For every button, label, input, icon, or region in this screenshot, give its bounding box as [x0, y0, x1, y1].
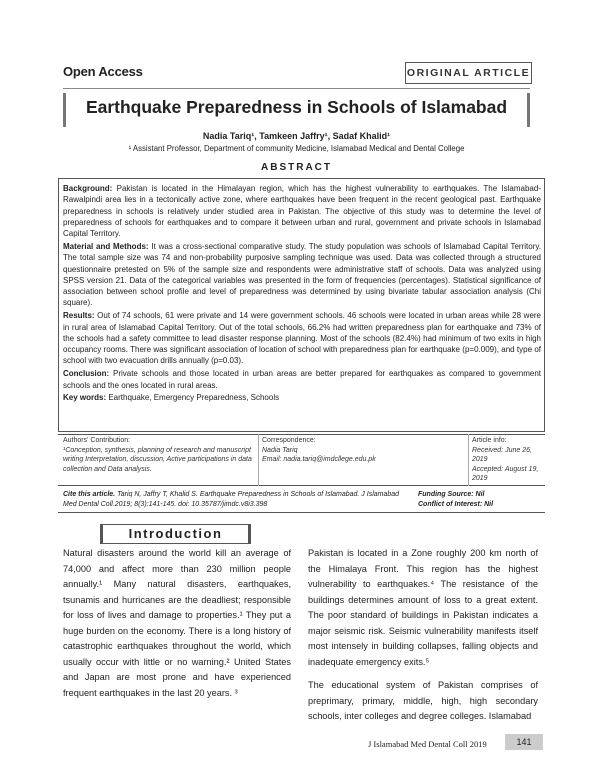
- divider: [63, 88, 530, 89]
- body-column-left: [63, 546, 291, 709]
- abstract-results: Results: Out of 74 schools, 61 were private and 14 were government schools. 46 schools were located in urban areas while 28 were in rural area of Islamabad Capital Territory. Out of the total schools, 66.2% had written preparedness plan for earthquake and 73% of the schools had a safety committee to lead disaster response planning. Most of the schools (82.4%) had minimum of two exits in high occupancy rooms. There was significant association of location of school with preparedness plan for earthquake (p=0.009), and type of school with two evacuation drills annually (p=0.03).: [63, 311, 541, 366]
- label: Background:: [63, 184, 113, 193]
- affiliation: ¹ Assistant Professor, Department of community Medicine, Islamabad Medical and Dental College: [128, 144, 465, 153]
- abstract-methods: Material and Methods: It was a cross-sectional comparative study. The study population was schools of Islamabad Capital Territory. The total sample size was 74 and non-probability purposive sampling technique was used. Data was collected through a structured questionnaire pretested on 5% of the sample size and respondents were administrative staff of schools. Data was analyzed using SPSS version 21. Data of the categorical variables was presented in the form of frequencies (percentages). Statistical significance of association between school profile and level of preparedness was determined by using bivariate tabular association analysis (Chi square).: [63, 241, 542, 308]
- journal-footer: J Islamabad Med Dental Coll 2019: [368, 739, 487, 749]
- article-info: Article info: Received: June 26, 2019 Accepted: August 19, 2019: [472, 437, 539, 482]
- divider: [468, 434, 469, 486]
- page-number: 141: [505, 734, 543, 750]
- open-access-label: Open Access: [63, 64, 143, 79]
- paragraph: Pakistan is located in a Zone roughly 200 km north of the Himalaya Front. This region has the highest vulnerability to earthquakes.⁴ The resistance of the buildings determines amount of loss to a great extent. The poor standard of buildings in Pakistan indicates a major seismic risk. Seismic vulnerability manifests itself most intensely in building collapses, falling objects and inadequate emergency exits.⁵: [308, 548, 538, 667]
- label: Results:: [63, 311, 95, 321]
- correspondence: Correspondence: Nadia Tariq Email: nadia.tariq@imdcllege.edu.pk: [262, 436, 462, 465]
- label: Key words:: [63, 393, 107, 403]
- abstract-conclusion: Conclusion: Private schools and those located in urban areas are better prepared for earthquakes as compared to government schools and the ones located in rural areas.: [63, 369, 541, 390]
- email-link[interactable]: Email: nadia.tariq@imdcllege.edu.pk: [262, 456, 376, 463]
- abstract-heading: ABSTRACT: [261, 162, 332, 173]
- label: Material and Methods:: [63, 241, 149, 251]
- divider: [258, 434, 259, 486]
- citation: Cite this article. Tariq N, Jaffry T, Khalid S. Earthquake Preparedness in Schools of Islamabad. J Islamabad Med Dental Coll.2019; 8(3):141-145. doi: 10.35787/jimdc.v8i3.398: [63, 491, 400, 508]
- paragraph: The educational system of Pakistan comprises of preprimary, primary, middle, high, high secondary schools, inter colleges and degree colleges. Islamabad: [308, 680, 538, 721]
- body-column-right: [308, 546, 538, 733]
- abstract-background: Background: Pakistan is located in the Himalayan region, which has the highest vulnerability to earthquakes. The Islamabad-Rawalpindi area lies in a tectonically active zone, where earthquakes have been frequent in the recent geological past. Earthquake preparedness in schools is relatively under studied area in Pakistan. The objective of this study was to determine the level of preparedness of schools for earthquakes and to compare it between urban and rural, government and private schools in Islamabad Capital Territory.: [63, 184, 541, 239]
- paragraph: Natural disasters around the world kill an average of 74,000 and affect more than 230 million people annually.¹ Many natural disasters, earthquakes, tsunamis and hurricanes are the deadliest; responsible for loss of lives and damage to properties.¹ They put a huge burden on the economy. There is a long history of catastrophic earthquakes throughout the world, which usually occur with little or no warning.² United States and Japan are most prone and have experienced frequent earthquakes in the last 20 years. ³: [63, 548, 291, 698]
- label: Conclusion:: [63, 369, 110, 379]
- divider: [58, 512, 545, 513]
- paper-title: Earthquake Preparedness in Schools of Islamabad: [85, 97, 508, 117]
- abstract-keywords: Key words: Earthquake, Emergency Preparedness, Schools: [63, 393, 280, 403]
- authors-contribution: Authors' Contribution: ¹Conception, synthesis, planning of research and manuscript writing Interpretation, discussion, Active participations in data collection and Data analysis.: [63, 437, 252, 473]
- authors: Nadia Tariq¹, Tamkeen Jaffry¹, Sadaf Khalid¹: [202, 131, 391, 141]
- section-heading-introduction: Introduction: [100, 524, 251, 544]
- abstract-body: [63, 183, 541, 405]
- funding-info: Funding Source: Nil Conflict of Interest: Nil: [418, 491, 494, 508]
- article-type-badge: ORIGINAL ARTICLE: [405, 62, 532, 84]
